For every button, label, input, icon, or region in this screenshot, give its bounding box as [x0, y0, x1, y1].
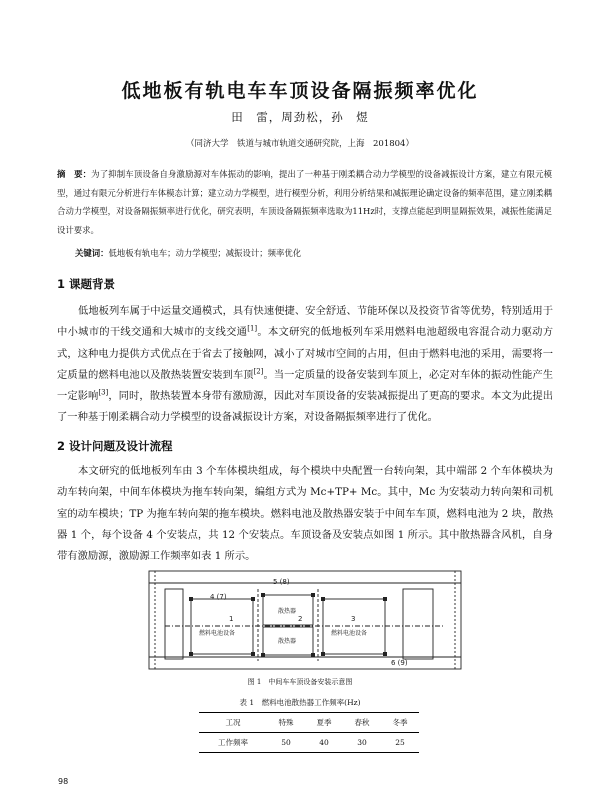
- para-text-1: 低地板列车属于中运量交通模式，具有快速便捷、安全舒适、节能环保以及投资节省等优势，特别适用于中小城市的干线交通和大城市的支线交通: [57, 305, 553, 339]
- table-caption: 表 1 燃料电池散热器工作频率(Hz): [239, 698, 361, 707]
- figure-caption: 图 1 中间车车顶设备安装示意图: [247, 678, 353, 686]
- mount-point: [261, 653, 265, 657]
- label-radiator-b: 散热器: [278, 638, 297, 645]
- table-header: 特殊: [278, 718, 294, 727]
- mount-point: [311, 653, 315, 657]
- mount-point: [311, 593, 315, 597]
- paper-title: 低地板有轨电车车顶设备隔振频率优化: [121, 80, 479, 102]
- table-cell: 50: [281, 738, 291, 747]
- label-device-3: 燃料电池设备: [331, 630, 368, 637]
- table-row: [199, 733, 419, 753]
- section-1-heading: 1 课题背景: [57, 277, 116, 291]
- citation-1: [1]: [247, 324, 258, 333]
- abstract-text: 为了抑制车顶设备自身激励源对车体振动的影响，提出了一种基于刚柔耦合动力学模型的设备减振设计方案，建立有限元模型，通过有限元分析进行车体模态计算；建立动力学模型，进行模型分析，利用分析结果和减振理论确定设备的频率范围，建立刚柔耦合动力学模型，对设备隔振频率进行优化，研究表明，车顶设备隔振频率选取为11Hz时，支撑点能起到明显隔振效果，减振性能满足设计要求。: [57, 169, 553, 235]
- section-2-heading: 2 设计问题及设计流程: [57, 439, 173, 453]
- mount-point: [251, 652, 255, 656]
- abstract: [57, 165, 552, 239]
- table-header: 冬季: [392, 718, 408, 727]
- affiliation: （同济大学 铁道与城市轨道交通研究院，上海 201804）: [186, 139, 414, 149]
- para-text-3: 。当一定质量的设备安装到车顶上，必定对车体的振动性能产生一定影响: [57, 368, 553, 403]
- keywords-text: 低地板有轨电车；动力学模型；减振设计；频率优化: [108, 248, 302, 258]
- authors: 田 雷，周劲松，孙 煜: [231, 110, 369, 124]
- mount-point: [321, 652, 325, 656]
- frequency-table: [199, 712, 419, 753]
- para-text-4: ，同时，散热装置本身带有激励源，因此对车顶设备的安装减振提出了更高的要求。本文为此提出了一种基于刚柔耦合动力学模型的设备减振设计方案，对设备隔振频率进行了优化。: [57, 390, 554, 424]
- keywords-label: 关键词：: [75, 248, 109, 258]
- section-1-paragraph: [57, 301, 553, 429]
- abstract-label: 摘 要：: [57, 169, 92, 179]
- table-header: 夏季: [316, 718, 332, 727]
- fuel-cell-device-1: [191, 599, 253, 654]
- mount-point: [383, 597, 387, 601]
- table-header: 春秋: [354, 718, 370, 727]
- table-header: 工况: [225, 718, 241, 727]
- mount-point: [189, 597, 193, 601]
- page-number: 98: [58, 777, 69, 786]
- table-cell: 25: [395, 738, 405, 747]
- fuel-cell-device-2: [323, 599, 385, 654]
- table-cell: 工作频率: [218, 738, 248, 747]
- roof-equipment-figure: [145, 569, 465, 679]
- keywords: [75, 247, 555, 259]
- label-c3: 3: [351, 615, 356, 623]
- citation-3: [3]: [98, 388, 109, 397]
- label-p6: 6 (9): [391, 659, 408, 667]
- citation-2: [2]: [253, 367, 264, 376]
- mount-point: [261, 593, 265, 597]
- table-header-row: [199, 713, 419, 733]
- table-cell: 30: [357, 738, 367, 747]
- label-c1: 1: [229, 615, 234, 623]
- mount-point: [321, 597, 325, 601]
- para-text-2: 。本文研究的低地板列车采用燃料电池超级电容混合动力驱动方式，这种电力提供方式优点在于省去了接触网，减小了对城市空间的占用，但由于燃料电池的采用，需要将一定质量的燃料电池以及散热装置安装到车顶: [57, 326, 554, 381]
- label-p4: 4 (7): [210, 593, 227, 601]
- mount-point: [383, 652, 387, 656]
- mount-point: [189, 652, 193, 656]
- table-cell: 40: [319, 738, 329, 747]
- label-radiator-a: 散热器: [278, 608, 297, 615]
- label-c2: 2: [298, 615, 303, 623]
- mount-point: [251, 597, 255, 601]
- label-device-1: 燃料电池设备: [199, 630, 236, 637]
- label-p5: 5 (8): [273, 578, 290, 586]
- section-2-paragraph: 本文研究的低地板列车由 3 个车体模块组成，每个模块中央配置一台转向架，其中端部 2 个车体模块为动车转向架，中间车体模块为拖车转向架，编组方式为 Mc+TP+ Mc。其中，Mc 为安装动力转向架和司机室的动车模块；TP 为拖车转向架的拖车模块。燃料电池及散热器安装于中间车车顶，燃料电池为 2 块，散热器 1 个，每个设备 4 个安装点，共 12 个安装点。车顶设备及安装点如图 1 所示。其中散热器含风机，自身带有激励源，激励源工作频率如表 1 所示。: [57, 465, 553, 563]
